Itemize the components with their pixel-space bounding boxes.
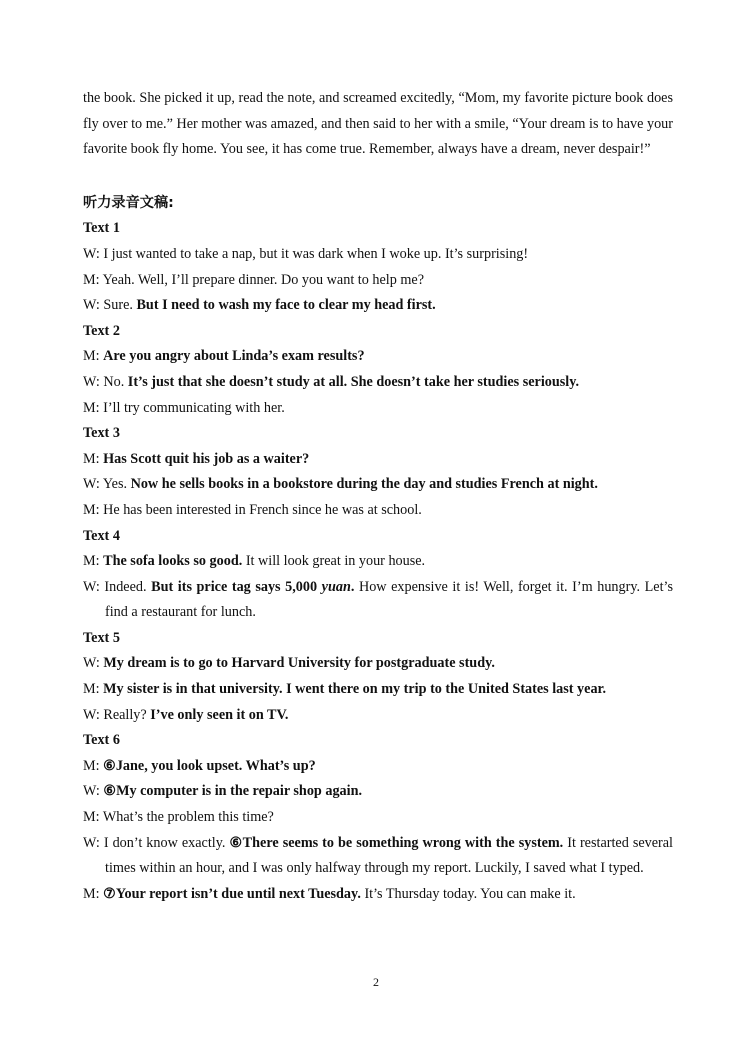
speaker-label: W: (83, 655, 100, 672)
dialogue-segment: It’s Thursday today. You can make it. (360, 885, 576, 902)
dialogue-line (83, 651, 673, 677)
dialogue-segment: It restarted several times within an hour, and I was only halfway through my report. Luckily, I saved what I typed. (105, 834, 673, 877)
speaker-label: M: (83, 681, 100, 698)
dialogue-line (83, 268, 673, 294)
dialogue-segment: The sofa looks so good. (103, 553, 243, 570)
speaker-label: W: (83, 245, 100, 262)
dialogue-segment: My sister is in that university. I went there on my trip to the United States last year. (103, 681, 607, 698)
dialogue-segment: He has been interested in French since he was at school. (99, 501, 422, 518)
transcript (83, 216, 673, 907)
speaker-label: M: (83, 553, 100, 570)
speaker-label: W: (83, 578, 100, 595)
speaker-label: W: (83, 373, 100, 390)
section-heading: 听力录音文稿: (83, 194, 174, 211)
dialogue-segment: My dream is to go to Harvard University for postgraduate study. (103, 655, 495, 672)
speaker-label: M: (83, 757, 100, 774)
speaker-label: W: (83, 834, 100, 851)
speaker-label: W: (83, 706, 100, 723)
intro-paragraph: the book. She picked it up, read the note, and screamed excitedly, “Mom, my favorite picture book does fly over to me.” Her mother was amazed, and then said to her with a smile, “Your dream is to have your favorite book fly home. You see, it has come true. Remember, always have a dream, never despair!” (83, 90, 673, 158)
speaker-label: M: (83, 271, 100, 288)
dialogue-line (83, 831, 673, 882)
text-label: Text 6 (83, 732, 120, 749)
dialogue-line (83, 396, 673, 422)
dialogue-segment: Has Scott quit his job as a waiter? (103, 450, 310, 467)
dialogue-segment: No. (99, 373, 128, 390)
page-content (83, 86, 673, 907)
dialogue-segment: I’ll try communicating with her. (99, 399, 285, 416)
dialogue-segment: It will look great in your house. (242, 553, 426, 570)
text-label: Text 5 (83, 629, 120, 646)
dialogue-line (83, 703, 673, 729)
text-label: Text 4 (83, 527, 120, 544)
dialogue-segment: . (350, 578, 355, 595)
dialogue-segment: It’s just that she doesn’t study at all. She doesn’t take her studies seriously. (127, 373, 580, 390)
speaker-label: M: (83, 809, 100, 826)
dialogue-line (83, 575, 673, 626)
dialogue-line (83, 882, 673, 908)
dialogue-segment: yuan (321, 578, 351, 595)
dialogue-line (83, 549, 673, 575)
text-label: Text 1 (83, 220, 120, 237)
dialogue-segment: ⑦Your report isn’t due until next Tuesday. (103, 885, 361, 902)
dialogue-segment: But I need to wash my face to clear my head first. (136, 297, 436, 314)
speaker-label: W: (83, 297, 100, 314)
dialogue-segment: Yes. (99, 476, 131, 493)
speaker-label: M: (83, 885, 100, 902)
dialogue-segment: What’s the problem this time? (99, 809, 274, 826)
speaker-label: M: (83, 501, 100, 518)
dialogue-segment: ⑥Jane, you look upset. What’s up? (103, 757, 316, 774)
dialogue-segment: Yeah. Well, I’ll prepare dinner. Do you want to help me? (99, 271, 424, 288)
dialogue-line (83, 779, 673, 805)
dialogue-segment: ⑥My computer is in the repair shop again. (103, 783, 363, 800)
dialogue-segment: I’ve only seen it on TV. (150, 706, 289, 723)
speaker-label: W: (83, 783, 100, 800)
dialogue-line (83, 498, 673, 524)
dialogue-line (83, 754, 673, 780)
dialogue-segment: But its price tag says 5,000 (151, 578, 322, 595)
dialogue-segment: Really? (99, 706, 151, 723)
dialogue-line (83, 242, 673, 268)
dialogue-segment: Now he sells books in a bookstore during the day and studies French at night. (130, 476, 598, 493)
dialogue-line (83, 370, 673, 396)
dialogue-segment: I just wanted to take a nap, but it was dark when I woke up. It’s surprising! (99, 245, 529, 262)
text-label: Text 3 (83, 425, 120, 442)
dialogue-segment: How expensive it is! Well, forget it. I’m hungry. Let’s find a restaurant for lunch. (105, 578, 673, 621)
speaker-label: M: (83, 348, 100, 365)
dialogue-line (83, 472, 673, 498)
dialogue-line (83, 677, 673, 703)
dialogue-line (83, 293, 673, 319)
dialogue-segment: Are you angry about Linda’s exam results? (103, 348, 365, 365)
speaker-label: M: (83, 399, 100, 416)
speaker-label: M: (83, 450, 100, 467)
dialogue-segment: ⑥There seems to be something wrong with the system. (229, 834, 564, 851)
speaker-label: W: (83, 476, 100, 493)
dialogue-segment: Indeed. (99, 578, 152, 595)
dialogue-segment: I don’t know exactly. (99, 834, 230, 851)
dialogue-segment: Sure. (99, 297, 137, 314)
page-number: 2 (373, 975, 379, 989)
text-label: Text 2 (83, 322, 120, 339)
dialogue-line (83, 805, 673, 831)
dialogue-line (83, 344, 673, 370)
dialogue-line (83, 447, 673, 473)
